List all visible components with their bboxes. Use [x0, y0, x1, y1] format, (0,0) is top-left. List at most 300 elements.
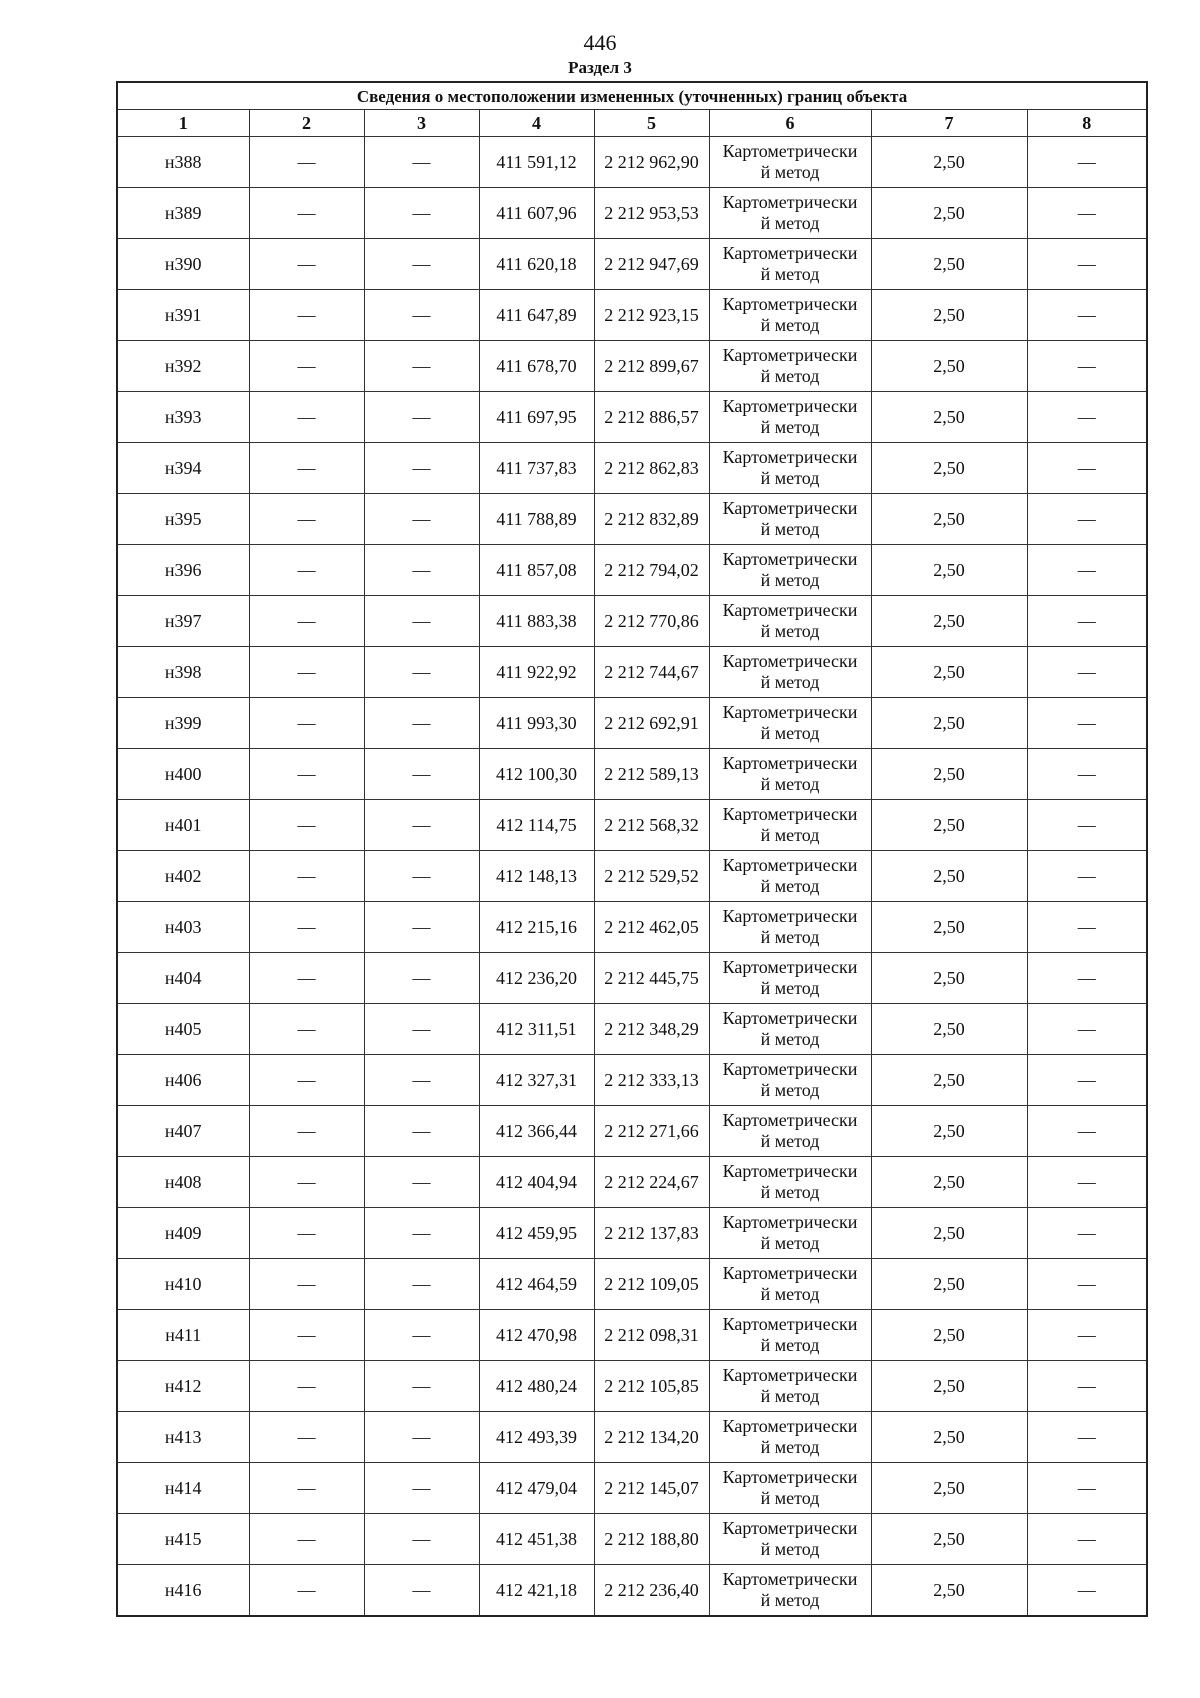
- accuracy-cell: 2,50: [871, 545, 1027, 596]
- accuracy-cell: 2,50: [871, 1055, 1027, 1106]
- x-coordinate-cell: 412 470,98: [479, 1310, 594, 1361]
- table-row: [117, 851, 1147, 902]
- x-coordinate-cell: 411 647,89: [479, 290, 594, 341]
- method-line-2: й метод: [760, 672, 820, 692]
- column-2-cell: —: [249, 392, 364, 443]
- column-2-cell: —: [249, 1004, 364, 1055]
- accuracy-cell: 2,50: [871, 698, 1027, 749]
- x-coordinate-cell: 412 100,30: [479, 749, 594, 800]
- column-8-cell: —: [1027, 851, 1147, 902]
- method-line-2: й метод: [760, 723, 820, 743]
- method-line-1: Картометрически: [722, 1467, 858, 1487]
- x-coordinate-cell: 412 480,24: [479, 1361, 594, 1412]
- method-line-2: й метод: [760, 1590, 820, 1610]
- column-2-cell: —: [249, 1514, 364, 1565]
- table-row: [117, 494, 1147, 545]
- method-line-1: Картометрически: [722, 192, 858, 212]
- accuracy-cell: 2,50: [871, 392, 1027, 443]
- accuracy-cell: 2,50: [871, 1106, 1027, 1157]
- method-line-1: Картометрически: [722, 702, 858, 722]
- x-coordinate-cell: 411 607,96: [479, 188, 594, 239]
- table-row: [117, 596, 1147, 647]
- accuracy-cell: 2,50: [871, 188, 1027, 239]
- column-3-cell: —: [364, 1361, 479, 1412]
- accuracy-cell: 2,50: [871, 749, 1027, 800]
- accuracy-cell: 2,50: [871, 443, 1027, 494]
- table-row: [117, 545, 1147, 596]
- table-row: [117, 1004, 1147, 1055]
- method-cell: [709, 1412, 871, 1463]
- x-coordinate-cell: 412 327,31: [479, 1055, 594, 1106]
- method-cell: [709, 698, 871, 749]
- column-2-cell: —: [249, 1310, 364, 1361]
- section-title: Раздел 3: [568, 58, 632, 77]
- x-coordinate-cell: 411 993,30: [479, 698, 594, 749]
- table-row: [117, 647, 1147, 698]
- column-8-cell: —: [1027, 953, 1147, 1004]
- y-coordinate-cell: 2 212 462,05: [594, 902, 709, 953]
- point-name-cell: н410: [117, 1259, 249, 1310]
- point-name-cell: н405: [117, 1004, 249, 1055]
- accuracy-cell: 2,50: [871, 137, 1027, 188]
- y-coordinate-cell: 2 212 333,13: [594, 1055, 709, 1106]
- column-8-cell: —: [1027, 698, 1147, 749]
- y-coordinate-cell: 2 212 794,02: [594, 545, 709, 596]
- method-cell: [709, 494, 871, 545]
- point-name-cell: н401: [117, 800, 249, 851]
- y-coordinate-cell: 2 212 098,31: [594, 1310, 709, 1361]
- column-8-cell: —: [1027, 494, 1147, 545]
- point-name-cell: н408: [117, 1157, 249, 1208]
- accuracy-cell: 2,50: [871, 290, 1027, 341]
- column-2-cell: —: [249, 749, 364, 800]
- method-cell: [709, 341, 871, 392]
- column-2-cell: —: [249, 647, 364, 698]
- method-cell: [709, 392, 871, 443]
- method-line-1: Картометрически: [722, 651, 858, 671]
- column-3-cell: —: [364, 1412, 479, 1463]
- method-line-1: Картометрически: [722, 957, 858, 977]
- method-cell: [709, 1310, 871, 1361]
- column-8-cell: —: [1027, 392, 1147, 443]
- accuracy-cell: 2,50: [871, 800, 1027, 851]
- method-cell: [709, 1361, 871, 1412]
- y-coordinate-cell: 2 212 348,29: [594, 1004, 709, 1055]
- method-cell: [709, 1259, 871, 1310]
- table-row: [117, 188, 1147, 239]
- method-line-1: Картометрически: [722, 447, 858, 467]
- column-3-cell: —: [364, 1106, 479, 1157]
- table-caption: Сведения о местоположении измененных (уточненных) границ объекта: [117, 82, 1147, 110]
- method-cell: [709, 1157, 871, 1208]
- method-line-2: й метод: [760, 774, 820, 794]
- point-name-cell: н415: [117, 1514, 249, 1565]
- column-2-cell: —: [249, 596, 364, 647]
- point-name-cell: н398: [117, 647, 249, 698]
- method-line-1: Картометрически: [722, 1314, 858, 1334]
- column-8-cell: —: [1027, 1157, 1147, 1208]
- y-coordinate-cell: 2 212 236,40: [594, 1565, 709, 1617]
- column-3-cell: —: [364, 1259, 479, 1310]
- column-header: 3: [364, 110, 479, 137]
- point-name-cell: н388: [117, 137, 249, 188]
- y-coordinate-cell: 2 212 134,20: [594, 1412, 709, 1463]
- column-3-cell: —: [364, 392, 479, 443]
- column-2-cell: —: [249, 1565, 364, 1617]
- column-2-cell: —: [249, 341, 364, 392]
- column-8-cell: —: [1027, 1055, 1147, 1106]
- x-coordinate-cell: 412 421,18: [479, 1565, 594, 1617]
- method-line-2: й метод: [760, 1080, 820, 1100]
- column-3-cell: —: [364, 1514, 479, 1565]
- accuracy-cell: 2,50: [871, 953, 1027, 1004]
- column-3-cell: —: [364, 749, 479, 800]
- column-8-cell: —: [1027, 800, 1147, 851]
- column-header: 1: [117, 110, 249, 137]
- point-name-cell: н411: [117, 1310, 249, 1361]
- point-name-cell: н402: [117, 851, 249, 902]
- column-3-cell: —: [364, 341, 479, 392]
- point-name-cell: н404: [117, 953, 249, 1004]
- accuracy-cell: 2,50: [871, 1004, 1027, 1055]
- x-coordinate-cell: 412 459,95: [479, 1208, 594, 1259]
- accuracy-cell: 2,50: [871, 851, 1027, 902]
- column-header: 2: [249, 110, 364, 137]
- column-2-cell: —: [249, 137, 364, 188]
- column-3-cell: —: [364, 902, 479, 953]
- method-line-2: й метод: [760, 162, 820, 182]
- y-coordinate-cell: 2 212 744,67: [594, 647, 709, 698]
- point-name-cell: н393: [117, 392, 249, 443]
- accuracy-cell: 2,50: [871, 1157, 1027, 1208]
- x-coordinate-cell: 412 404,94: [479, 1157, 594, 1208]
- table-row: [117, 1208, 1147, 1259]
- y-coordinate-cell: 2 212 529,52: [594, 851, 709, 902]
- x-coordinate-cell: 411 922,92: [479, 647, 594, 698]
- table-row: [117, 137, 1147, 188]
- point-name-cell: н396: [117, 545, 249, 596]
- table-row: [117, 1361, 1147, 1412]
- column-8-cell: —: [1027, 647, 1147, 698]
- column-8-cell: —: [1027, 1259, 1147, 1310]
- column-3-cell: —: [364, 1208, 479, 1259]
- column-2-cell: —: [249, 545, 364, 596]
- method-line-1: Картометрически: [722, 345, 858, 365]
- x-coordinate-cell: 412 215,16: [479, 902, 594, 953]
- column-8-cell: —: [1027, 1004, 1147, 1055]
- method-line-1: Картометрически: [722, 600, 858, 620]
- table-row: [117, 239, 1147, 290]
- column-3-cell: —: [364, 596, 479, 647]
- accuracy-cell: 2,50: [871, 902, 1027, 953]
- y-coordinate-cell: 2 212 692,91: [594, 698, 709, 749]
- method-line-1: Картометрически: [722, 1212, 858, 1232]
- x-coordinate-cell: 412 493,39: [479, 1412, 594, 1463]
- x-coordinate-cell: 412 236,20: [479, 953, 594, 1004]
- x-coordinate-cell: 411 591,12: [479, 137, 594, 188]
- column-3-cell: —: [364, 800, 479, 851]
- method-line-1: Картометрически: [722, 1110, 858, 1130]
- table-row: [117, 290, 1147, 341]
- accuracy-cell: 2,50: [871, 1514, 1027, 1565]
- column-header: 6: [709, 110, 871, 137]
- point-name-cell: н397: [117, 596, 249, 647]
- method-line-2: й метод: [760, 876, 820, 896]
- column-2-cell: —: [249, 188, 364, 239]
- column-3-cell: —: [364, 290, 479, 341]
- point-name-cell: н407: [117, 1106, 249, 1157]
- method-cell: [709, 1055, 871, 1106]
- column-2-cell: —: [249, 800, 364, 851]
- point-name-cell: н395: [117, 494, 249, 545]
- method-line-2: й метод: [760, 519, 820, 539]
- column-2-cell: —: [249, 290, 364, 341]
- point-name-cell: н391: [117, 290, 249, 341]
- column-3-cell: —: [364, 1157, 479, 1208]
- table-row: [117, 392, 1147, 443]
- accuracy-cell: 2,50: [871, 341, 1027, 392]
- y-coordinate-cell: 2 212 899,67: [594, 341, 709, 392]
- y-coordinate-cell: 2 212 862,83: [594, 443, 709, 494]
- column-2-cell: —: [249, 1157, 364, 1208]
- column-3-cell: —: [364, 1463, 479, 1514]
- column-8-cell: —: [1027, 596, 1147, 647]
- method-line-1: Картометрически: [722, 906, 858, 926]
- column-header: 5: [594, 110, 709, 137]
- point-name-cell: н394: [117, 443, 249, 494]
- column-header-row: [117, 110, 1147, 137]
- method-cell: [709, 1106, 871, 1157]
- point-name-cell: н399: [117, 698, 249, 749]
- column-8-cell: —: [1027, 290, 1147, 341]
- accuracy-cell: 2,50: [871, 596, 1027, 647]
- column-3-cell: —: [364, 1565, 479, 1617]
- column-8-cell: —: [1027, 1361, 1147, 1412]
- x-coordinate-cell: 411 678,70: [479, 341, 594, 392]
- y-coordinate-cell: 2 212 947,69: [594, 239, 709, 290]
- column-2-cell: —: [249, 1361, 364, 1412]
- method-line-2: й метод: [760, 1029, 820, 1049]
- column-8-cell: —: [1027, 1310, 1147, 1361]
- point-name-cell: н416: [117, 1565, 249, 1617]
- page-number: 446: [583, 30, 617, 55]
- y-coordinate-cell: 2 212 137,83: [594, 1208, 709, 1259]
- column-8-cell: —: [1027, 1463, 1147, 1514]
- method-line-2: й метод: [760, 315, 820, 335]
- method-line-2: й метод: [760, 927, 820, 947]
- method-cell: [709, 1565, 871, 1617]
- method-line-2: й метод: [760, 264, 820, 284]
- method-line-1: Картометрически: [722, 1008, 858, 1028]
- method-cell: [709, 290, 871, 341]
- column-header: 7: [871, 110, 1027, 137]
- accuracy-cell: 2,50: [871, 1361, 1027, 1412]
- table-row: [117, 902, 1147, 953]
- column-8-cell: —: [1027, 902, 1147, 953]
- method-line-1: Картометрически: [722, 1416, 858, 1436]
- table-row: [117, 800, 1147, 851]
- method-cell: [709, 1004, 871, 1055]
- point-name-cell: н392: [117, 341, 249, 392]
- table-row: [117, 1310, 1147, 1361]
- x-coordinate-cell: 412 479,04: [479, 1463, 594, 1514]
- method-cell: [709, 953, 871, 1004]
- method-line-1: Картометрически: [722, 1263, 858, 1283]
- column-3-cell: —: [364, 1310, 479, 1361]
- column-8-cell: —: [1027, 749, 1147, 800]
- method-line-2: й метод: [760, 1182, 820, 1202]
- column-8-cell: —: [1027, 1106, 1147, 1157]
- column-3-cell: —: [364, 239, 479, 290]
- method-line-1: Картометрически: [722, 243, 858, 263]
- method-line-1: Картометрически: [722, 1518, 858, 1538]
- accuracy-cell: 2,50: [871, 494, 1027, 545]
- table-row: [117, 1463, 1147, 1514]
- column-3-cell: —: [364, 953, 479, 1004]
- column-2-cell: —: [249, 953, 364, 1004]
- boundary-coordinates-table: [116, 81, 1148, 1617]
- point-name-cell: н414: [117, 1463, 249, 1514]
- table-row: [117, 1106, 1147, 1157]
- point-name-cell: н390: [117, 239, 249, 290]
- column-3-cell: —: [364, 698, 479, 749]
- column-3-cell: —: [364, 137, 479, 188]
- method-cell: [709, 596, 871, 647]
- column-8-cell: —: [1027, 1208, 1147, 1259]
- point-name-cell: н403: [117, 902, 249, 953]
- method-line-1: Картометрически: [722, 1569, 858, 1589]
- y-coordinate-cell: 2 212 923,15: [594, 290, 709, 341]
- method-cell: [709, 545, 871, 596]
- x-coordinate-cell: 412 148,13: [479, 851, 594, 902]
- method-line-2: й метод: [760, 978, 820, 998]
- table-row: [117, 443, 1147, 494]
- table-row: [117, 698, 1147, 749]
- table-row: [117, 341, 1147, 392]
- x-coordinate-cell: 411 737,83: [479, 443, 594, 494]
- column-header: 8: [1027, 110, 1147, 137]
- x-coordinate-cell: 411 788,89: [479, 494, 594, 545]
- method-line-2: й метод: [760, 1233, 820, 1253]
- column-2-cell: —: [249, 902, 364, 953]
- y-coordinate-cell: 2 212 445,75: [594, 953, 709, 1004]
- x-coordinate-cell: 411 857,08: [479, 545, 594, 596]
- column-2-cell: —: [249, 698, 364, 749]
- column-2-cell: —: [249, 1259, 364, 1310]
- column-3-cell: —: [364, 494, 479, 545]
- y-coordinate-cell: 2 212 271,66: [594, 1106, 709, 1157]
- method-line-2: й метод: [760, 468, 820, 488]
- y-coordinate-cell: 2 212 224,67: [594, 1157, 709, 1208]
- method-line-1: Картометрически: [722, 1059, 858, 1079]
- column-2-cell: —: [249, 1055, 364, 1106]
- column-2-cell: —: [249, 1106, 364, 1157]
- x-coordinate-cell: 412 451,38: [479, 1514, 594, 1565]
- column-8-cell: —: [1027, 1412, 1147, 1463]
- column-8-cell: —: [1027, 137, 1147, 188]
- column-2-cell: —: [249, 1463, 364, 1514]
- y-coordinate-cell: 2 212 962,90: [594, 137, 709, 188]
- method-cell: [709, 188, 871, 239]
- x-coordinate-cell: 412 311,51: [479, 1004, 594, 1055]
- method-cell: [709, 851, 871, 902]
- point-name-cell: н413: [117, 1412, 249, 1463]
- y-coordinate-cell: 2 212 188,80: [594, 1514, 709, 1565]
- column-8-cell: —: [1027, 341, 1147, 392]
- method-cell: [709, 443, 871, 494]
- column-3-cell: —: [364, 443, 479, 494]
- method-cell: [709, 239, 871, 290]
- method-line-2: й метод: [760, 417, 820, 437]
- table-row: [117, 1412, 1147, 1463]
- column-8-cell: —: [1027, 443, 1147, 494]
- point-name-cell: н409: [117, 1208, 249, 1259]
- table-row: [117, 953, 1147, 1004]
- method-line-2: й метод: [760, 1284, 820, 1304]
- table-row: [117, 1055, 1147, 1106]
- method-cell: [709, 1463, 871, 1514]
- method-line-2: й метод: [760, 1335, 820, 1355]
- method-line-2: й метод: [760, 825, 820, 845]
- y-coordinate-cell: 2 212 589,13: [594, 749, 709, 800]
- accuracy-cell: 2,50: [871, 1259, 1027, 1310]
- method-cell: [709, 1514, 871, 1565]
- method-line-1: Картометрически: [722, 498, 858, 518]
- method-line-2: й метод: [760, 1386, 820, 1406]
- accuracy-cell: 2,50: [871, 647, 1027, 698]
- accuracy-cell: 2,50: [871, 1310, 1027, 1361]
- method-line-1: Картометрически: [722, 753, 858, 773]
- table-row: [117, 1157, 1147, 1208]
- y-coordinate-cell: 2 212 770,86: [594, 596, 709, 647]
- column-8-cell: —: [1027, 1565, 1147, 1617]
- method-line-1: Картометрически: [722, 141, 858, 161]
- method-line-2: й метод: [760, 366, 820, 386]
- column-3-cell: —: [364, 1055, 479, 1106]
- column-2-cell: —: [249, 239, 364, 290]
- column-8-cell: —: [1027, 545, 1147, 596]
- column-3-cell: —: [364, 647, 479, 698]
- table-row: [117, 749, 1147, 800]
- column-3-cell: —: [364, 545, 479, 596]
- method-cell: [709, 800, 871, 851]
- x-coordinate-cell: 411 883,38: [479, 596, 594, 647]
- method-cell: [709, 1208, 871, 1259]
- point-name-cell: н389: [117, 188, 249, 239]
- x-coordinate-cell: 412 114,75: [479, 800, 594, 851]
- table-row: [117, 1565, 1147, 1617]
- method-line-1: Картометрически: [722, 855, 858, 875]
- method-line-2: й метод: [760, 621, 820, 641]
- column-8-cell: —: [1027, 1514, 1147, 1565]
- x-coordinate-cell: 411 697,95: [479, 392, 594, 443]
- method-line-2: й метод: [760, 1437, 820, 1457]
- method-line-2: й метод: [760, 1539, 820, 1559]
- method-line-2: й метод: [760, 1488, 820, 1508]
- method-cell: [709, 902, 871, 953]
- accuracy-cell: 2,50: [871, 1208, 1027, 1259]
- accuracy-cell: 2,50: [871, 239, 1027, 290]
- y-coordinate-cell: 2 212 568,32: [594, 800, 709, 851]
- method-line-2: й метод: [760, 570, 820, 590]
- method-line-2: й метод: [760, 213, 820, 233]
- method-cell: [709, 137, 871, 188]
- accuracy-cell: 2,50: [871, 1412, 1027, 1463]
- y-coordinate-cell: 2 212 145,07: [594, 1463, 709, 1514]
- y-coordinate-cell: 2 212 109,05: [594, 1259, 709, 1310]
- method-cell: [709, 749, 871, 800]
- column-2-cell: —: [249, 494, 364, 545]
